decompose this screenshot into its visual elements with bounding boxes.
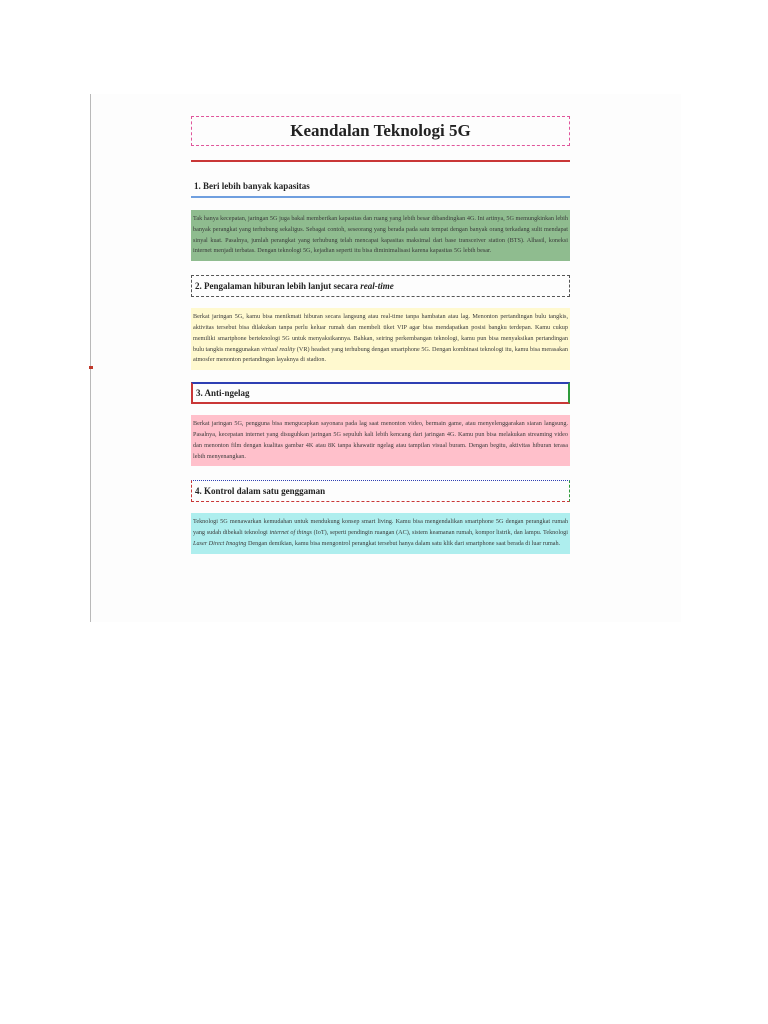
title-divider <box>191 160 570 162</box>
section-heading-4-text: 4. Kontrol dalam satu genggaman <box>195 486 326 497</box>
section-heading-4 <box>191 480 570 502</box>
section-paragraph-4-part-c: Dengan demikian, kamu bisa mengontrol perangkat tersebut hanya dalam satu klik dari smartphone saat berada di luar rumah. <box>246 539 561 547</box>
title-box <box>191 116 570 146</box>
margin-marker <box>89 366 93 369</box>
section-paragraph-4-emphasis-2: Laser Direct Imaging <box>193 539 247 547</box>
article <box>191 116 570 554</box>
section-paragraph-1 <box>191 210 570 261</box>
section-heading-1-text: 1. Beri lebih banyak kapasitas <box>194 181 310 191</box>
page-title: Keandalan Teknologi 5G <box>290 121 471 140</box>
page-left-border <box>90 94 91 622</box>
section-paragraph-2 <box>191 308 570 370</box>
section-paragraph-2-emphasis: virtual reality <box>261 345 296 353</box>
section-heading-3 <box>191 382 570 404</box>
section-paragraph-2-part-b: (VR) headset yang terhubung dengan smartphone 5G. Dengan kombinasi teknologi itu, kamu bisa merasakan atmosfer menonton pertandingan layaknya di stadion. <box>193 345 569 364</box>
section-paragraph-4 <box>191 513 570 553</box>
section-heading-1 <box>191 176 570 198</box>
section-paragraph-3 <box>191 415 570 466</box>
section-heading-2 <box>191 275 570 297</box>
section-heading-2-text <box>195 281 394 291</box>
section-paragraph-4-emphasis-1: internet of things <box>269 529 312 537</box>
section-heading-3-text: 3. Anti-ngelag <box>196 388 250 399</box>
section-paragraph-2-part-a: Berkat jaringan 5G, kamu bisa menikmati hiburan secara langsung atau real-time tanpa hambatan atau lag. Menonton pertandingan bulu tangkis, aktivitas tersebut bisa dilakukan tanpa perlu keluar rumah dan membeli tiket VIP agar bisa mendapatkan posisi bangku terdepan. Kamu cukup memiliki smartphone berteknologi 5G untuk menyaksikannya. Bahkan, seiring perkembangan teknologi, kamu pun bisa menyaksikan pertandingan bulu tangkis menggunakan <box>193 313 568 353</box>
section-heading-2-emphasis: real-time <box>360 281 394 292</box>
section-paragraph-1-text: Tak hanya kecepatan, jaringan 5G juga bakal memberikan kapasitas dan ruang yang lebih besar dibandingkan 4G. Ini artinya, 5G memungkinkan lebih banyak perangkat yang terhubung sekaligus. Sebagai contoh, seseorang yang berada pada satu tempat dengan banyak orang terkadang sulit mendapat sinyal kuat. Pasalnya, jumlah perangkat yang terhubung telah mencapai kapasitas maksimal dari base transceiver station (BTS). Alhasil, koneksi internet menjadi terbatas. Dengan teknologi 5G, kejadian seperti itu bisa diminimalisasi karena kapasitas 5G lebih besar. <box>193 215 568 255</box>
section-paragraph-3-text: Berkat jaringan 5G, pengguna bisa mengucapkan sayonara pada lag saat menonton video, bermain game, atau menyelenggarakan siaran langsung. Pasalnya, kecepatan internet yang disuguhkan jaringan 5G sepuluh kali lebih kencang dari jaringan 4G. Kamu pun bisa melakukan streaming video dan menonton film dengan kualitas gambar 4K atau 8K tanpa khawatir ngelag atau tampilan visual buram. Dengan begitu, aktivitas hiburan terasa lebih menyenangkan. <box>193 420 568 460</box>
section-heading-2-lead: 2. Pengalaman hiburan lebih lanjut secara <box>195 281 361 292</box>
section-paragraph-4-part-b: (IoT), seperti pendingin ruangan (AC), sistem keamanan rumah, kompor listrik, dan lampu. Teknologi <box>311 529 568 537</box>
section-paragraph-4-part-a: Teknologi 5G menawarkan kemudahan untuk mendukung konsep smart living. Kamu bisa mengendalikan smartphone 5G dengan perangkat rumah yang sudah dibekali teknologi <box>193 518 568 537</box>
